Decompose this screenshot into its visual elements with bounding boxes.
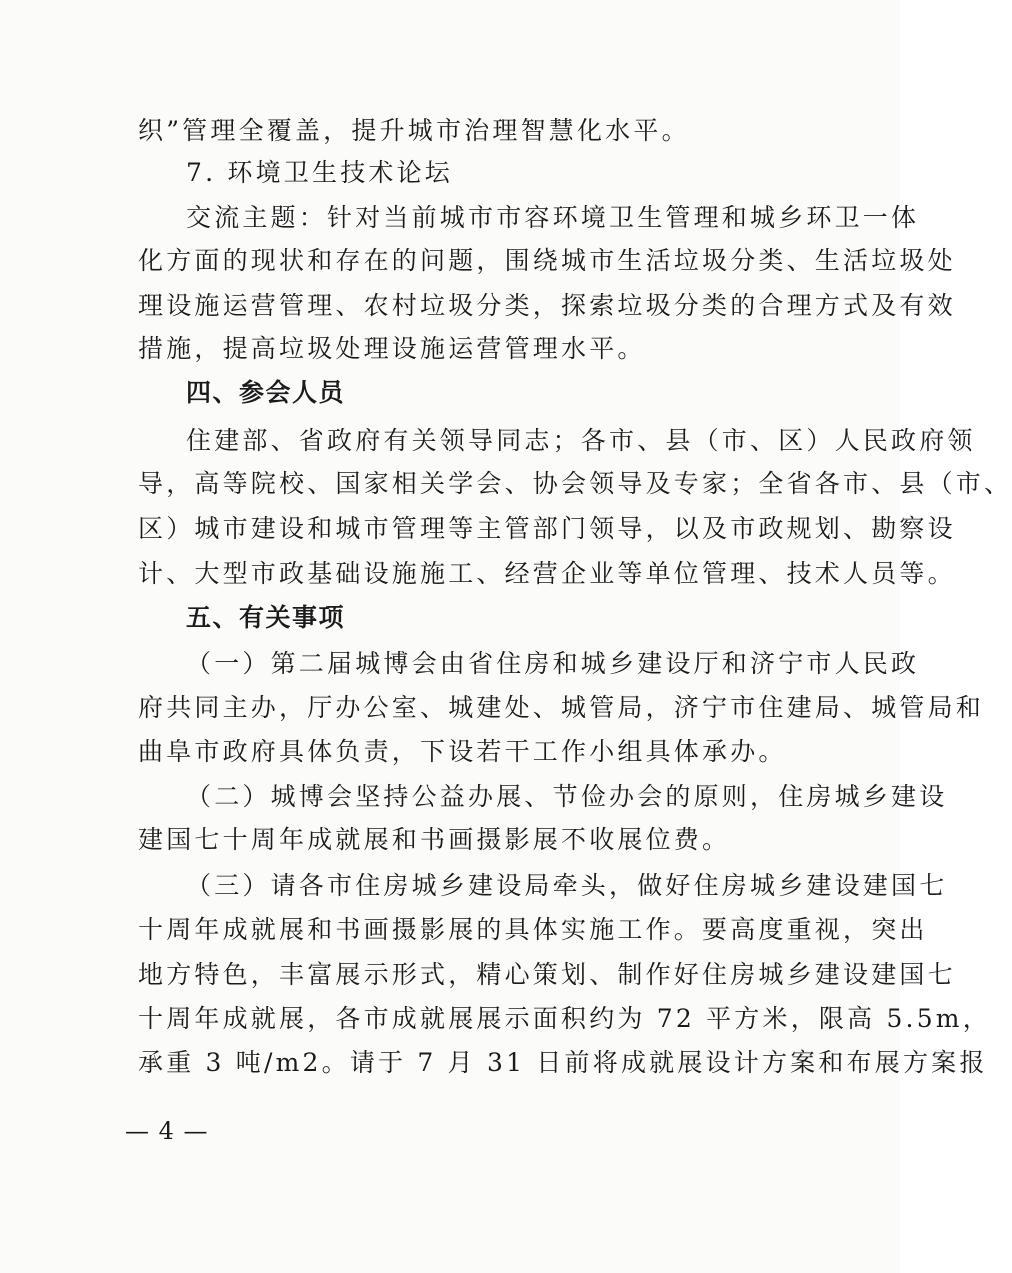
- body-line: 曲阜市政府具体负责，下设若干工作小组具体承办。: [138, 737, 787, 766]
- body-line: 住建部、省政府有关领导同志；各市、县（市、区）人民政府领: [186, 426, 976, 455]
- body-line: （一）第二届城博会由省住房和城乡建设厅和济宁市人民政: [186, 649, 920, 678]
- body-line: 十周年成就展和书画摄影展的具体实施工作。要高度重视，突出: [138, 915, 928, 944]
- section-subtitle: 7. 环境卫生技术论坛: [186, 158, 453, 187]
- body-line: （二）城博会坚持公益办展、节俭办会的原则，住房城乡建设: [186, 782, 948, 811]
- body-line: 导，高等院校、国家相关学会、协会领导及专家；全省各市、县（市、: [138, 469, 1012, 498]
- section-heading: 四、参会人员: [186, 378, 346, 407]
- body-line: 地方特色，丰富展示形式，精心策划、制作好住房城乡建设建国七: [138, 960, 956, 989]
- body-line: 交流主题：针对当前城市市容环境卫生管理和城乡环卫一体: [186, 203, 920, 232]
- body-line: 承重 3 吨/m2。请于 7 月 31 日前将成就展设计方案和布展方案报: [138, 1048, 988, 1077]
- body-line: 区）城市建设和城市管理等主管部门领导，以及市政规划、勘察设: [138, 514, 956, 543]
- body-line: 计、大型市政基础设施施工、经营企业等单位管理、技术人员等。: [138, 559, 956, 588]
- body-line: （三）请各市住房城乡建设局牵头，做好住房城乡建设建国七: [186, 871, 948, 900]
- body-line: 化方面的现状和存在的问题，围绕城市生活垃圾分类、生活垃圾处: [138, 246, 956, 275]
- body-line: 十周年成就展，各市成就展展示面积约为 72 平方米，限高 5.5m，: [138, 1004, 991, 1033]
- body-line: 措施，提高垃圾处理设施运营管理水平。: [138, 334, 646, 363]
- section-heading: 五、有关事项: [186, 603, 346, 632]
- body-line: 理设施运营管理、农村垃圾分类，探索垃圾分类的合理方式及有效: [138, 291, 956, 320]
- body-line: 建国七十周年成就展和书画摄影展不收展位费。: [138, 825, 731, 854]
- body-line: 织”管理全覆盖，提升城市治理智慧化水平。: [138, 116, 690, 145]
- body-line: 府共同主办，厅办公室、城建处、城管局，济宁市住建局、城管局和: [138, 693, 985, 722]
- page-number: — 4 —: [125, 1117, 209, 1145]
